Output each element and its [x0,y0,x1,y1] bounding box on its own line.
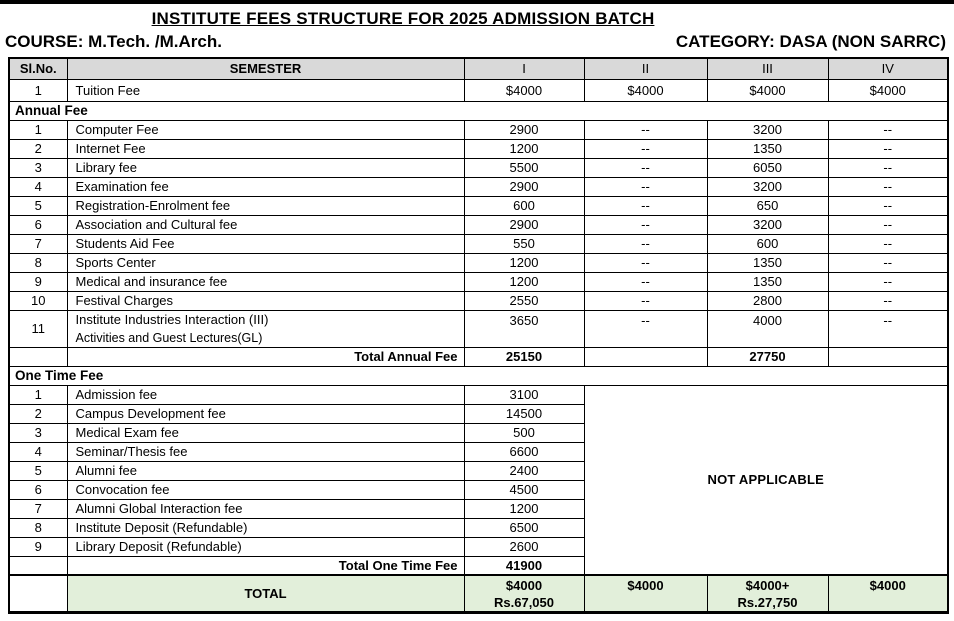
grand-total-line2: Rs.67,050 [494,595,554,610]
fee-row [9,177,948,196]
row-value-sem-1: 1200 [464,272,584,291]
row-sl: 11 [9,310,67,347]
grand-total-value-sem-4 [828,575,948,613]
row-label-line1: Association and Cultural fee [75,217,238,232]
row-label [67,120,464,139]
grand-total-value-sem-3 [707,575,828,613]
course-label: COURSE: M.Tech. /M.Arch. [5,32,222,51]
row-value-sem-4: -- [828,196,948,215]
grand-total-row [9,575,948,613]
not-applicable-cell: NOT APPLICABLE [584,385,948,575]
fee-row [9,196,948,215]
row-sl: 1 [9,79,67,101]
fee-row [9,291,948,310]
row-sl: 2 [9,139,67,158]
row-value-sem-2: -- [584,196,707,215]
row-label-line1: Registration-Enrolment fee [75,198,231,213]
row-label [67,196,464,215]
row-label-line1: Medical and insurance fee [75,274,228,289]
total-annual-value-sem-4 [828,347,948,366]
grand-total-value-sem-2 [584,575,707,613]
row-value-sem-3: 2800 [707,291,828,310]
total-annual-fee-label: Total Annual Fee [67,347,464,366]
row-value-sem-2: -- [584,291,707,310]
fee-row [9,158,948,177]
row-value-sem-1: 550 [464,234,584,253]
row-value-sem-1: 2900 [464,215,584,234]
row-value-sem-1: 1200 [464,139,584,158]
row-sl: 3 [9,423,67,442]
fees-table [8,57,949,614]
table-header-row [9,58,948,79]
row-label-line1: Library fee [75,160,137,175]
row-label-line1: Computer Fee [75,122,159,137]
row-label: Library Deposit (Refundable) [67,537,464,556]
fee-row [9,139,948,158]
row-label: Seminar/Thesis fee [67,442,464,461]
row-sl: 10 [9,291,67,310]
fee-row [9,272,948,291]
row-sl: 3 [9,158,67,177]
row-value-sem-3: 650 [707,196,828,215]
grand-total-line1: $4000 [869,578,906,593]
row-value-sem-1: $4000 [464,79,584,101]
row-value-sem-1: 2900 [464,177,584,196]
row-sl: 1 [9,385,67,404]
row-label [67,158,464,177]
column-header-semester: SEMESTER [67,58,464,79]
row-sl: 4 [9,442,67,461]
row-sl: 7 [9,499,67,518]
row-value-sem-3: 3200 [707,177,828,196]
row-label [67,291,464,310]
section-label: Annual Fee [9,101,948,120]
row-value-sem-1: 2550 [464,291,584,310]
row-value-sem-2: -- [584,139,707,158]
row-value-sem-2: $4000 [584,79,707,101]
row-value: 500 [464,423,584,442]
row-sl: 4 [9,177,67,196]
empty-cell [9,556,67,575]
fee-row [9,234,948,253]
row-value-sem-2: -- [584,310,707,347]
row-value-sem-4: -- [828,177,948,196]
tuition-fee-row [9,79,948,101]
section-header-annual-fee [9,101,948,120]
row-sl: 7 [9,234,67,253]
row-label [67,310,464,347]
row-label: Institute Deposit (Refundable) [67,518,464,537]
column-header-sem-3: III [707,58,828,79]
row-value-sem-1: 600 [464,196,584,215]
row-label [67,234,464,253]
annual-fee-rows [9,120,948,366]
row-label-line1: Sports Center [75,255,156,270]
row-value-sem-4: -- [828,158,948,177]
page-title: INSTITUTE FEES STRUCTURE FOR 2025 ADMISSION BATCH [151,9,655,28]
column-header-sl-no: Sl.No. [9,58,67,79]
row-value: 6500 [464,518,584,537]
total-annual-value-sem-3: 27750 [707,347,828,366]
category-label: CATEGORY: DASA (NON SARRC) [675,32,946,51]
row-sl: 9 [9,272,67,291]
grand-total-line1: $4000 [627,578,664,593]
grand-total-line1: $4000+ [745,578,790,593]
row-value-sem-4: -- [828,139,948,158]
row-value-sem-4: -- [828,253,948,272]
row-sl: 1 [9,120,67,139]
row-label [67,272,464,291]
row-label-line1: Festival Charges [75,293,174,308]
row-value-sem-4: -- [828,310,948,347]
row-sl: 8 [9,518,67,537]
row-value: 2400 [464,461,584,480]
row-value-sem-2: -- [584,120,707,139]
grand-total-line1: $4000 [505,578,543,593]
row-sl: 6 [9,215,67,234]
row-value-sem-3: 600 [707,234,828,253]
row-value-sem-2: -- [584,253,707,272]
fee-row [9,385,948,404]
row-label-line2: Activities and Guest Lectures(GL) [75,330,263,345]
row-value-sem-4: -- [828,120,948,139]
row-sl: 5 [9,461,67,480]
row-label: Medical Exam fee [67,423,464,442]
row-value-sem-3: 3200 [707,120,828,139]
row-value-sem-3: 1350 [707,253,828,272]
row-label [67,139,464,158]
total-one-time-fee-value: 41900 [464,556,584,575]
total-annual-value-sem-1: 25150 [464,347,584,366]
fee-row [9,253,948,272]
row-label-line1: Institute Industries Interaction (III) [75,311,269,327]
row-label: Campus Development fee [67,404,464,423]
fee-row [9,310,948,347]
row-sl: 2 [9,404,67,423]
row-label-line1: Examination fee [75,179,169,194]
row-label: Alumni Global Interaction fee [67,499,464,518]
row-value-sem-2: -- [584,215,707,234]
row-value-sem-4: -- [828,272,948,291]
row-value: 3100 [464,385,584,404]
row-label: Convocation fee [67,480,464,499]
grand-total-line2: Rs.27,750 [737,595,798,610]
one-time-fee-rows [9,385,948,575]
row-value-sem-3: $4000 [707,79,828,101]
row-label-line1: Internet Fee [75,141,146,156]
row-value-sem-4: -- [828,291,948,310]
row-label: Alumni fee [67,461,464,480]
grand-total-value-sem-1 [464,575,584,613]
row-value-sem-1: 2900 [464,120,584,139]
row-value-sem-4: $4000 [828,79,948,101]
row-value-sem-3: 1350 [707,139,828,158]
row-value-sem-4: -- [828,215,948,234]
row-value-sem-3: 1350 [707,272,828,291]
total-annual-fee-row [9,347,948,366]
row-value-sem-3: 3200 [707,215,828,234]
total-annual-value-sem-2 [584,347,707,366]
row-value-sem-2: -- [584,158,707,177]
row-value: 6600 [464,442,584,461]
row-sl: 5 [9,196,67,215]
row-value-sem-3: 6050 [707,158,828,177]
fee-row [9,120,948,139]
row-value-sem-1: 5500 [464,158,584,177]
row-sl: 9 [9,537,67,556]
row-value-sem-3: 4000 [707,310,828,347]
row-value: 14500 [464,404,584,423]
grand-total-label: TOTAL [67,575,464,613]
column-header-sem-4: IV [828,58,948,79]
row-label: Tuition Fee [67,79,464,101]
fee-row [9,215,948,234]
row-value: 4500 [464,480,584,499]
row-label [67,215,464,234]
row-label [67,253,464,272]
section-header-one-time-fee [9,366,948,385]
row-value-sem-1: 1200 [464,253,584,272]
row-sl: 6 [9,480,67,499]
row-label [67,177,464,196]
top-border [0,0,954,4]
row-value-sem-2: -- [584,234,707,253]
row-value-sem-1: 3650 [464,310,584,347]
empty-cell [9,575,67,613]
row-value: 1200 [464,499,584,518]
total-one-time-fee-label: Total One Time Fee [67,556,464,575]
row-value: 2600 [464,537,584,556]
row-value-sem-2: -- [584,177,707,196]
row-value-sem-2: -- [584,272,707,291]
row-label: Admission fee [67,385,464,404]
meta-row [0,29,954,57]
title-container [0,9,806,29]
column-header-sem-1: I [464,58,584,79]
row-sl: 8 [9,253,67,272]
row-value-sem-4: -- [828,234,948,253]
empty-cell [9,347,67,366]
row-label-line1: Students Aid Fee [75,236,175,251]
section-label: One Time Fee [9,366,948,385]
column-header-sem-2: II [584,58,707,79]
